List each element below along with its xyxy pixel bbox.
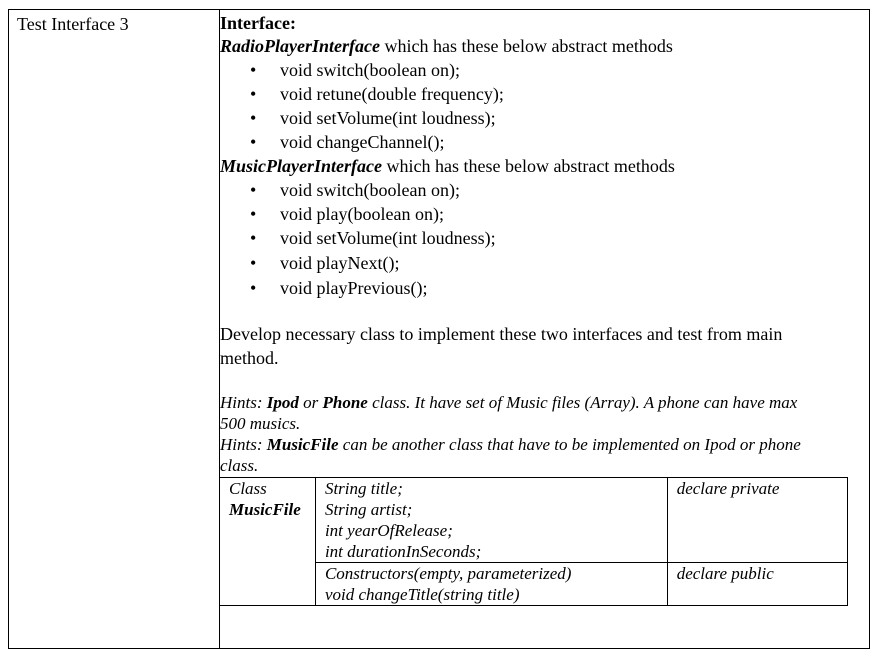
musicfile-table	[219, 477, 848, 606]
method-item: void changeTitle(string title)	[324, 585, 520, 604]
fields-access: declare private	[667, 478, 847, 563]
test-label: Test Interface 3	[17, 14, 129, 34]
class-label: Class	[229, 479, 267, 498]
hint-2-cont: class.	[220, 456, 259, 475]
field-item: int durationInSeconds;	[324, 542, 482, 561]
list-item: • void playPrevious();	[250, 278, 428, 298]
list-item: • void setVolume(int loudness);	[250, 108, 496, 128]
list-item: • void playNext();	[250, 253, 400, 273]
list-item: • void changeChannel();	[250, 132, 445, 152]
list-item: • void play(boolean on);	[250, 204, 444, 224]
hint-1-cont: 500 musics.	[220, 414, 301, 433]
class-name: MusicFile	[229, 500, 301, 519]
hint-1: Hints: Ipod or Phone class. It have set of Music files (Array). A phone can have max	[220, 393, 798, 412]
methods-access: declare public	[667, 563, 847, 606]
class-cell	[220, 478, 316, 606]
heading: Interface:	[220, 13, 296, 33]
radio-interface-title: RadioPlayerInterface which has these below abstract methods	[220, 36, 673, 56]
field-item: int yearOfRelease;	[324, 521, 453, 540]
field-item: String title;	[324, 479, 403, 498]
music-interface-title: MusicPlayerInterface which has these below abstract methods	[220, 156, 675, 176]
task-line-2: method.	[220, 348, 279, 368]
methods-cell	[315, 563, 667, 606]
list-item: • void retune(double frequency);	[250, 84, 504, 104]
task-line-1: Develop necessary class to implement these two interfaces and test from main	[220, 324, 783, 344]
fields-cell	[315, 478, 667, 563]
list-item: • void switch(boolean on);	[250, 180, 460, 200]
list-item: • void switch(boolean on);	[250, 60, 460, 80]
hint-2: Hints: MusicFile can be another class that have to be implemented on Ipod or phone	[220, 435, 801, 454]
method-item: Constructors(empty, parameterized)	[324, 564, 572, 583]
list-item: • void setVolume(int loudness);	[250, 228, 496, 248]
field-item: String artist;	[324, 500, 413, 519]
